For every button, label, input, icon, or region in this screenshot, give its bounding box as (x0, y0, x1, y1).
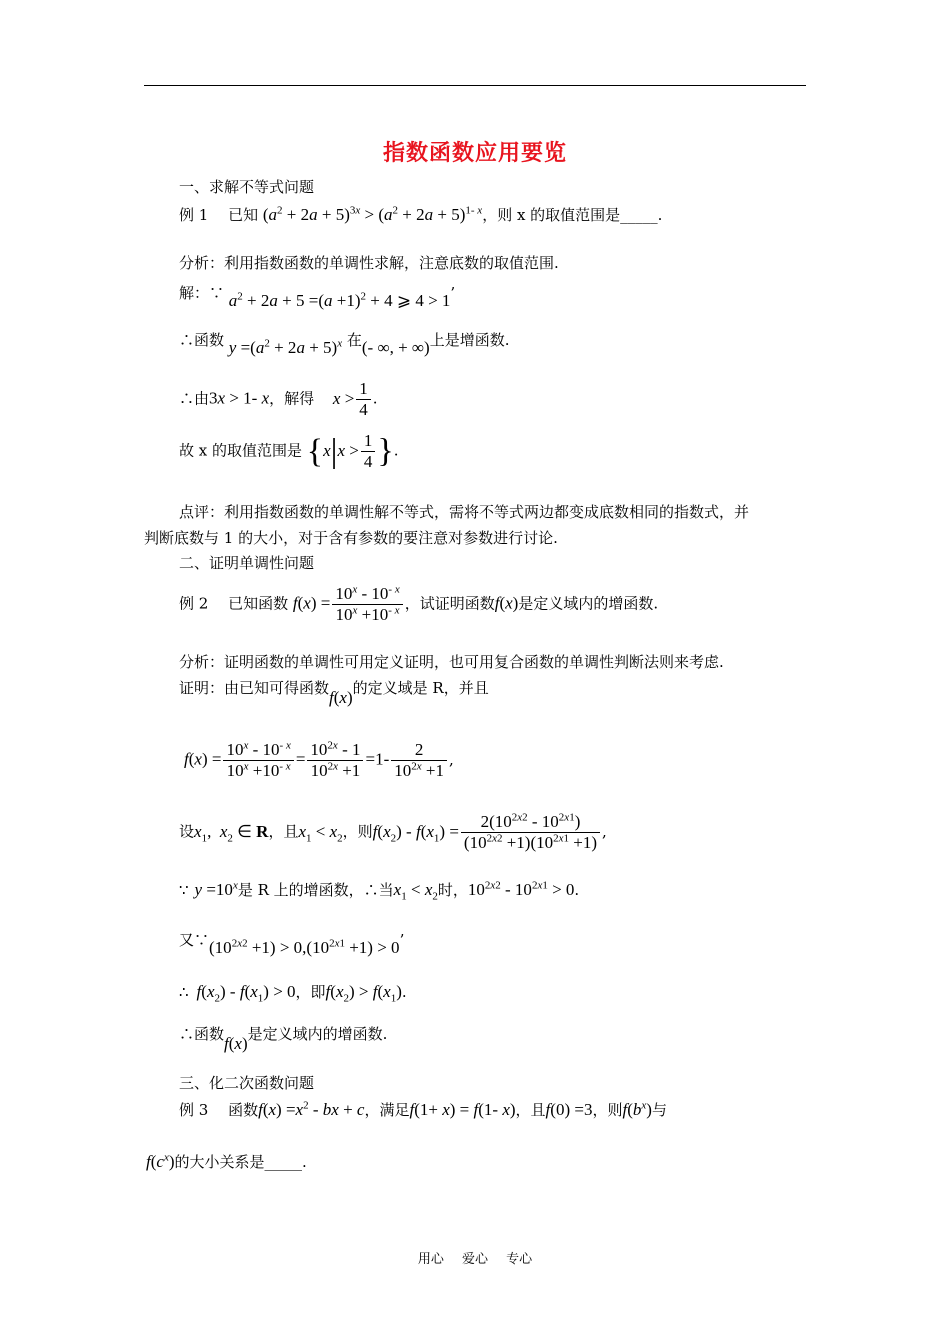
page-footer: 用心 爱心 专心 (417, 1252, 533, 1267)
example-2: 例 2 已知函数 f(x) = $\frac{10^x - 10^{- x}}{10^x +10^{- x}}$ ，试证明函数f(x)是定义域内的增函数. (179, 583, 659, 624)
example-3: 例 3 函数$f(x) =x^2$ - bx + c，满足f(1+ x) = f(1- x)，且f(0) =3，则$f(b^x)$与 (179, 1099, 667, 1119)
proof-2-formula: f(x) = $\frac{10^x - 10^{- x}}{10^x +10^{- x}}$ = $\frac{10^{2x} - 1}{10^{2x} +1}$ =1- $\frac{2}{10^{2x} +1}$ , (184, 739, 454, 780)
proof-2-let: 设$x_1$, $x_2$ ∈ R，且$x_1 < x_2$，则$f(x_2) - f(x_1)$ = $\frac{2(10^{2x2} - 10^{2x1})}{(10^{2x2} +1)(10^{2x1} +1)}$ , (179, 811, 607, 852)
analysis-2: 分析：证明函数的单调性可用定义证明，也可用复合函数的单调性判断法则来考虑. (179, 653, 724, 671)
proof-2-also: 又$\because(10^{2x2} +1) > 0,(10^{2x1} +1) > 0$’ (179, 931, 405, 957)
example-3-cont: $f(c^x)$的大小关系是_____. (146, 1151, 307, 1171)
header-rule (144, 85, 806, 86)
section-1-heading: 一、求解不等式问题 (179, 178, 315, 196)
comment-2: 判断底数与 1 的大小，对于含有参数的要注意对参数进行讨论. (144, 529, 558, 547)
section-3-heading: 三、化二次函数问题 (179, 1074, 315, 1092)
proof-2: 证明：由已知可得函数f(x)的定义域是 R，并且 (179, 679, 489, 707)
analysis-1: 分析：利用指数函数的单调性求解，注意底数的取值范围. (179, 254, 559, 272)
solution-1-solve: ∴由3x > 1- x，解得 x > $\frac{1}{4}$ . (179, 379, 378, 419)
page-title: 指数函数应用要览 (382, 141, 567, 166)
proof-2-since: ∵ $y =10^x$是 R 上的增函数，∴当$x_1 < x_2$时，$10^{2x2} - 10^{2x1} > 0$. (179, 879, 580, 903)
comment-1: 点评：利用指数函数的单调性解不等式，需将不等式两边都变成底数相同的指数式，并 (179, 503, 750, 521)
solution-1-function: ∴函数 $y =(a^2 + 2a + 5)^x$ 在(- ∞, + ∞)上是增函数. (179, 331, 510, 357)
example-1: 例 1 已知 $(a^2 + 2a + 5)^{3x} > (a^2 + 2a + 5)^{1- x}$，则 x 的取值范围是_____. (179, 204, 663, 224)
proof-2-conclusion: ∴函数f(x)是定义域内的增函数. (179, 1025, 388, 1053)
proof-2-therefore: ∴ $f(x_2) - f(x_1) > 0$，即$f(x_2) > f(x_1)$. (179, 982, 407, 1005)
section-2-heading: 二、证明单调性问题 (179, 554, 315, 572)
solution-1-range: 故 x 的取值范围是 {x|x > $\frac{1}{4}$ }. (179, 431, 399, 471)
solution-1: 解：∵ $a^2 + 2a + 5 =(a +1)^2 + 4$ ⩾ 4 > 1’ (179, 284, 456, 310)
